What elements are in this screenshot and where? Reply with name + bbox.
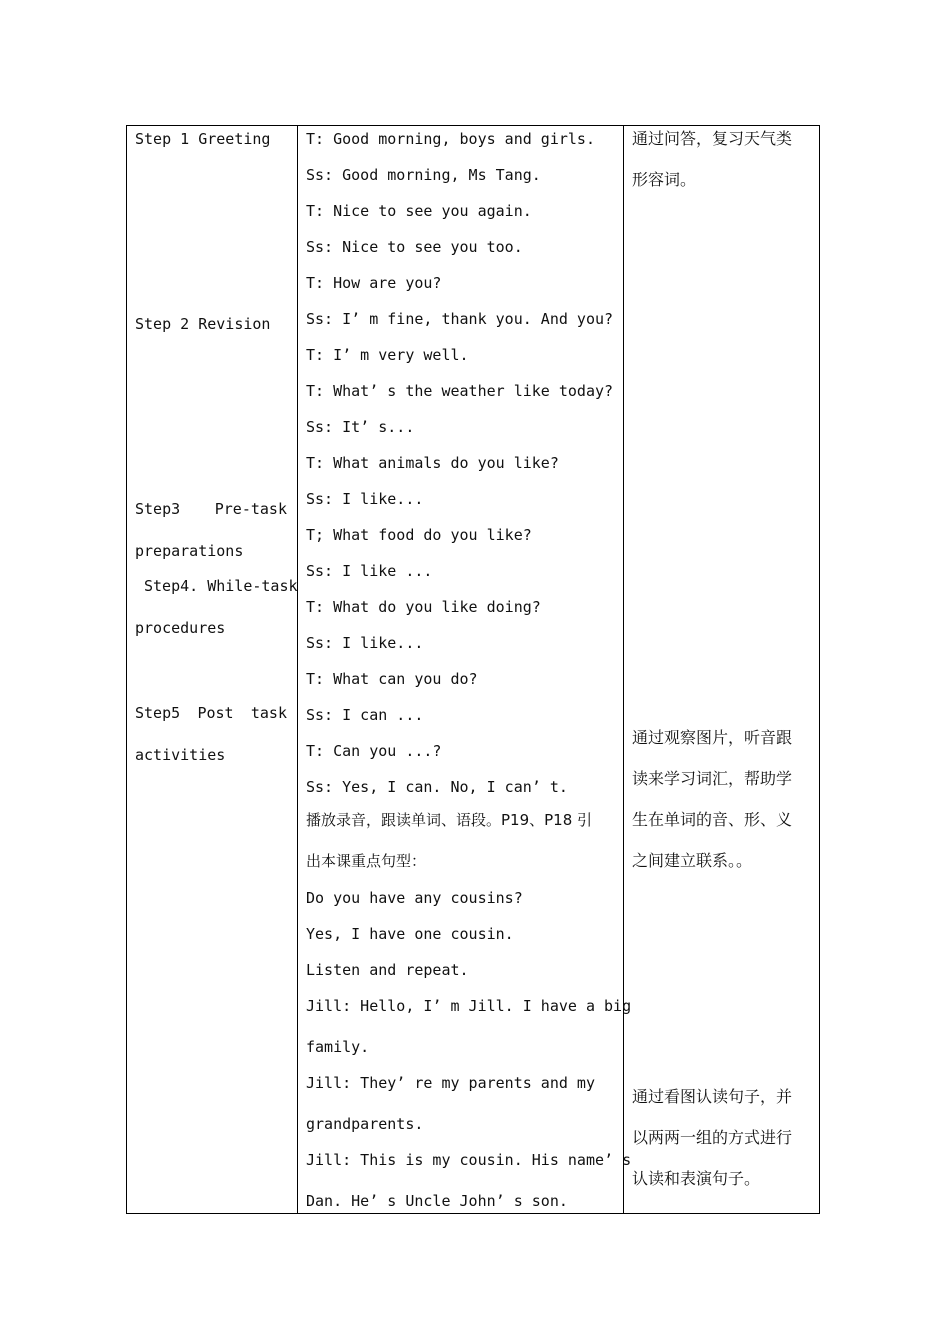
step-1-label: Step 1 Greeting	[135, 130, 271, 148]
dialogue-line: Listen and repeat.	[306, 961, 469, 979]
step-4-label: Step4. While-task	[144, 577, 298, 595]
note-text: 之间建立联系。。	[632, 851, 753, 870]
note-text: 通过看图认读句子，并	[632, 1087, 793, 1106]
dialogue-line: Ss: Yes, I can. No, I can’ t.	[306, 778, 568, 796]
step-2-label: Step 2 Revision	[135, 315, 271, 333]
dialogue-line: Jill: They’ re my parents and my	[306, 1074, 595, 1092]
dialogue-line: family.	[306, 1038, 370, 1056]
dialogue-line: Yes, I have one cousin.	[306, 925, 514, 943]
step-3-label: Step3 Pre-task	[135, 500, 287, 518]
instruction-line: 播放录音，跟读单词、语段。P19、P18 引	[306, 811, 593, 829]
notes-column	[624, 126, 820, 1214]
dialogue-line: Ss: I’ m fine, thank you. And you?	[306, 310, 614, 328]
note-text: 形容词。	[632, 170, 697, 189]
dialogue-line: T: I’ m very well.	[306, 346, 469, 364]
dialogue-line: grandparents.	[306, 1115, 424, 1133]
dialogue-line: Do you have any cousins?	[306, 889, 523, 907]
step-3-label-cont: preparations	[135, 542, 244, 560]
dialogue-column	[298, 126, 632, 1214]
dialogue-line: Ss: Good morning, Ms Tang.	[306, 166, 541, 184]
step-4-label-cont: procedures	[135, 619, 226, 637]
dialogue-line: Ss: I like...	[306, 634, 424, 652]
dialogue-line: T: What do you like doing?	[306, 598, 541, 616]
note-text: 认读和表演句子。	[632, 1169, 761, 1188]
dialogue-line: Jill: This is my cousin. His name’ s	[306, 1151, 632, 1169]
dialogue-line: T: What animals do you like?	[306, 454, 559, 472]
step-5-label: Step5 Post task	[135, 704, 287, 722]
lesson-plan-table	[126, 125, 820, 1214]
dialogue-line: T: How are you?	[306, 274, 442, 292]
dialogue-line: Ss: I like ...	[306, 562, 433, 580]
dialogue-line: T: Can you ...?	[306, 742, 442, 760]
dialogue-line: Ss: It’ s...	[306, 418, 415, 436]
note-text: 通过问答，复习天气类	[632, 129, 793, 148]
dialogue-line: Dan. He’ s Uncle John’ s son.	[306, 1192, 568, 1210]
dialogue-line: Ss: Nice to see you too.	[306, 238, 523, 256]
dialogue-line: T: What can you do?	[306, 670, 478, 688]
dialogue-line: T: Good morning, boys and girls.	[306, 130, 595, 148]
note-text: 以两两一组的方式进行	[632, 1128, 793, 1147]
dialogue-line: T: Nice to see you again.	[306, 202, 532, 220]
table-row	[127, 126, 820, 1214]
note-text: 读来学习词汇，帮助学	[632, 769, 793, 788]
step-5-label-cont: activities	[135, 746, 226, 764]
steps-column	[127, 126, 298, 1214]
note-text: 生在单词的音、形、义	[632, 810, 793, 829]
instruction-line: 出本课重点句型：	[306, 852, 427, 870]
dialogue-line: Ss: I can ...	[306, 706, 424, 724]
dialogue-line: Ss: I like...	[306, 490, 424, 508]
dialogue-line: T: What’ s the weather like today?	[306, 382, 614, 400]
note-text: 通过观察图片，听音跟	[632, 728, 793, 747]
dialogue-line: T; What food do you like?	[306, 526, 532, 544]
dialogue-line: Jill: Hello, I’ m Jill. I have a big	[306, 997, 632, 1015]
